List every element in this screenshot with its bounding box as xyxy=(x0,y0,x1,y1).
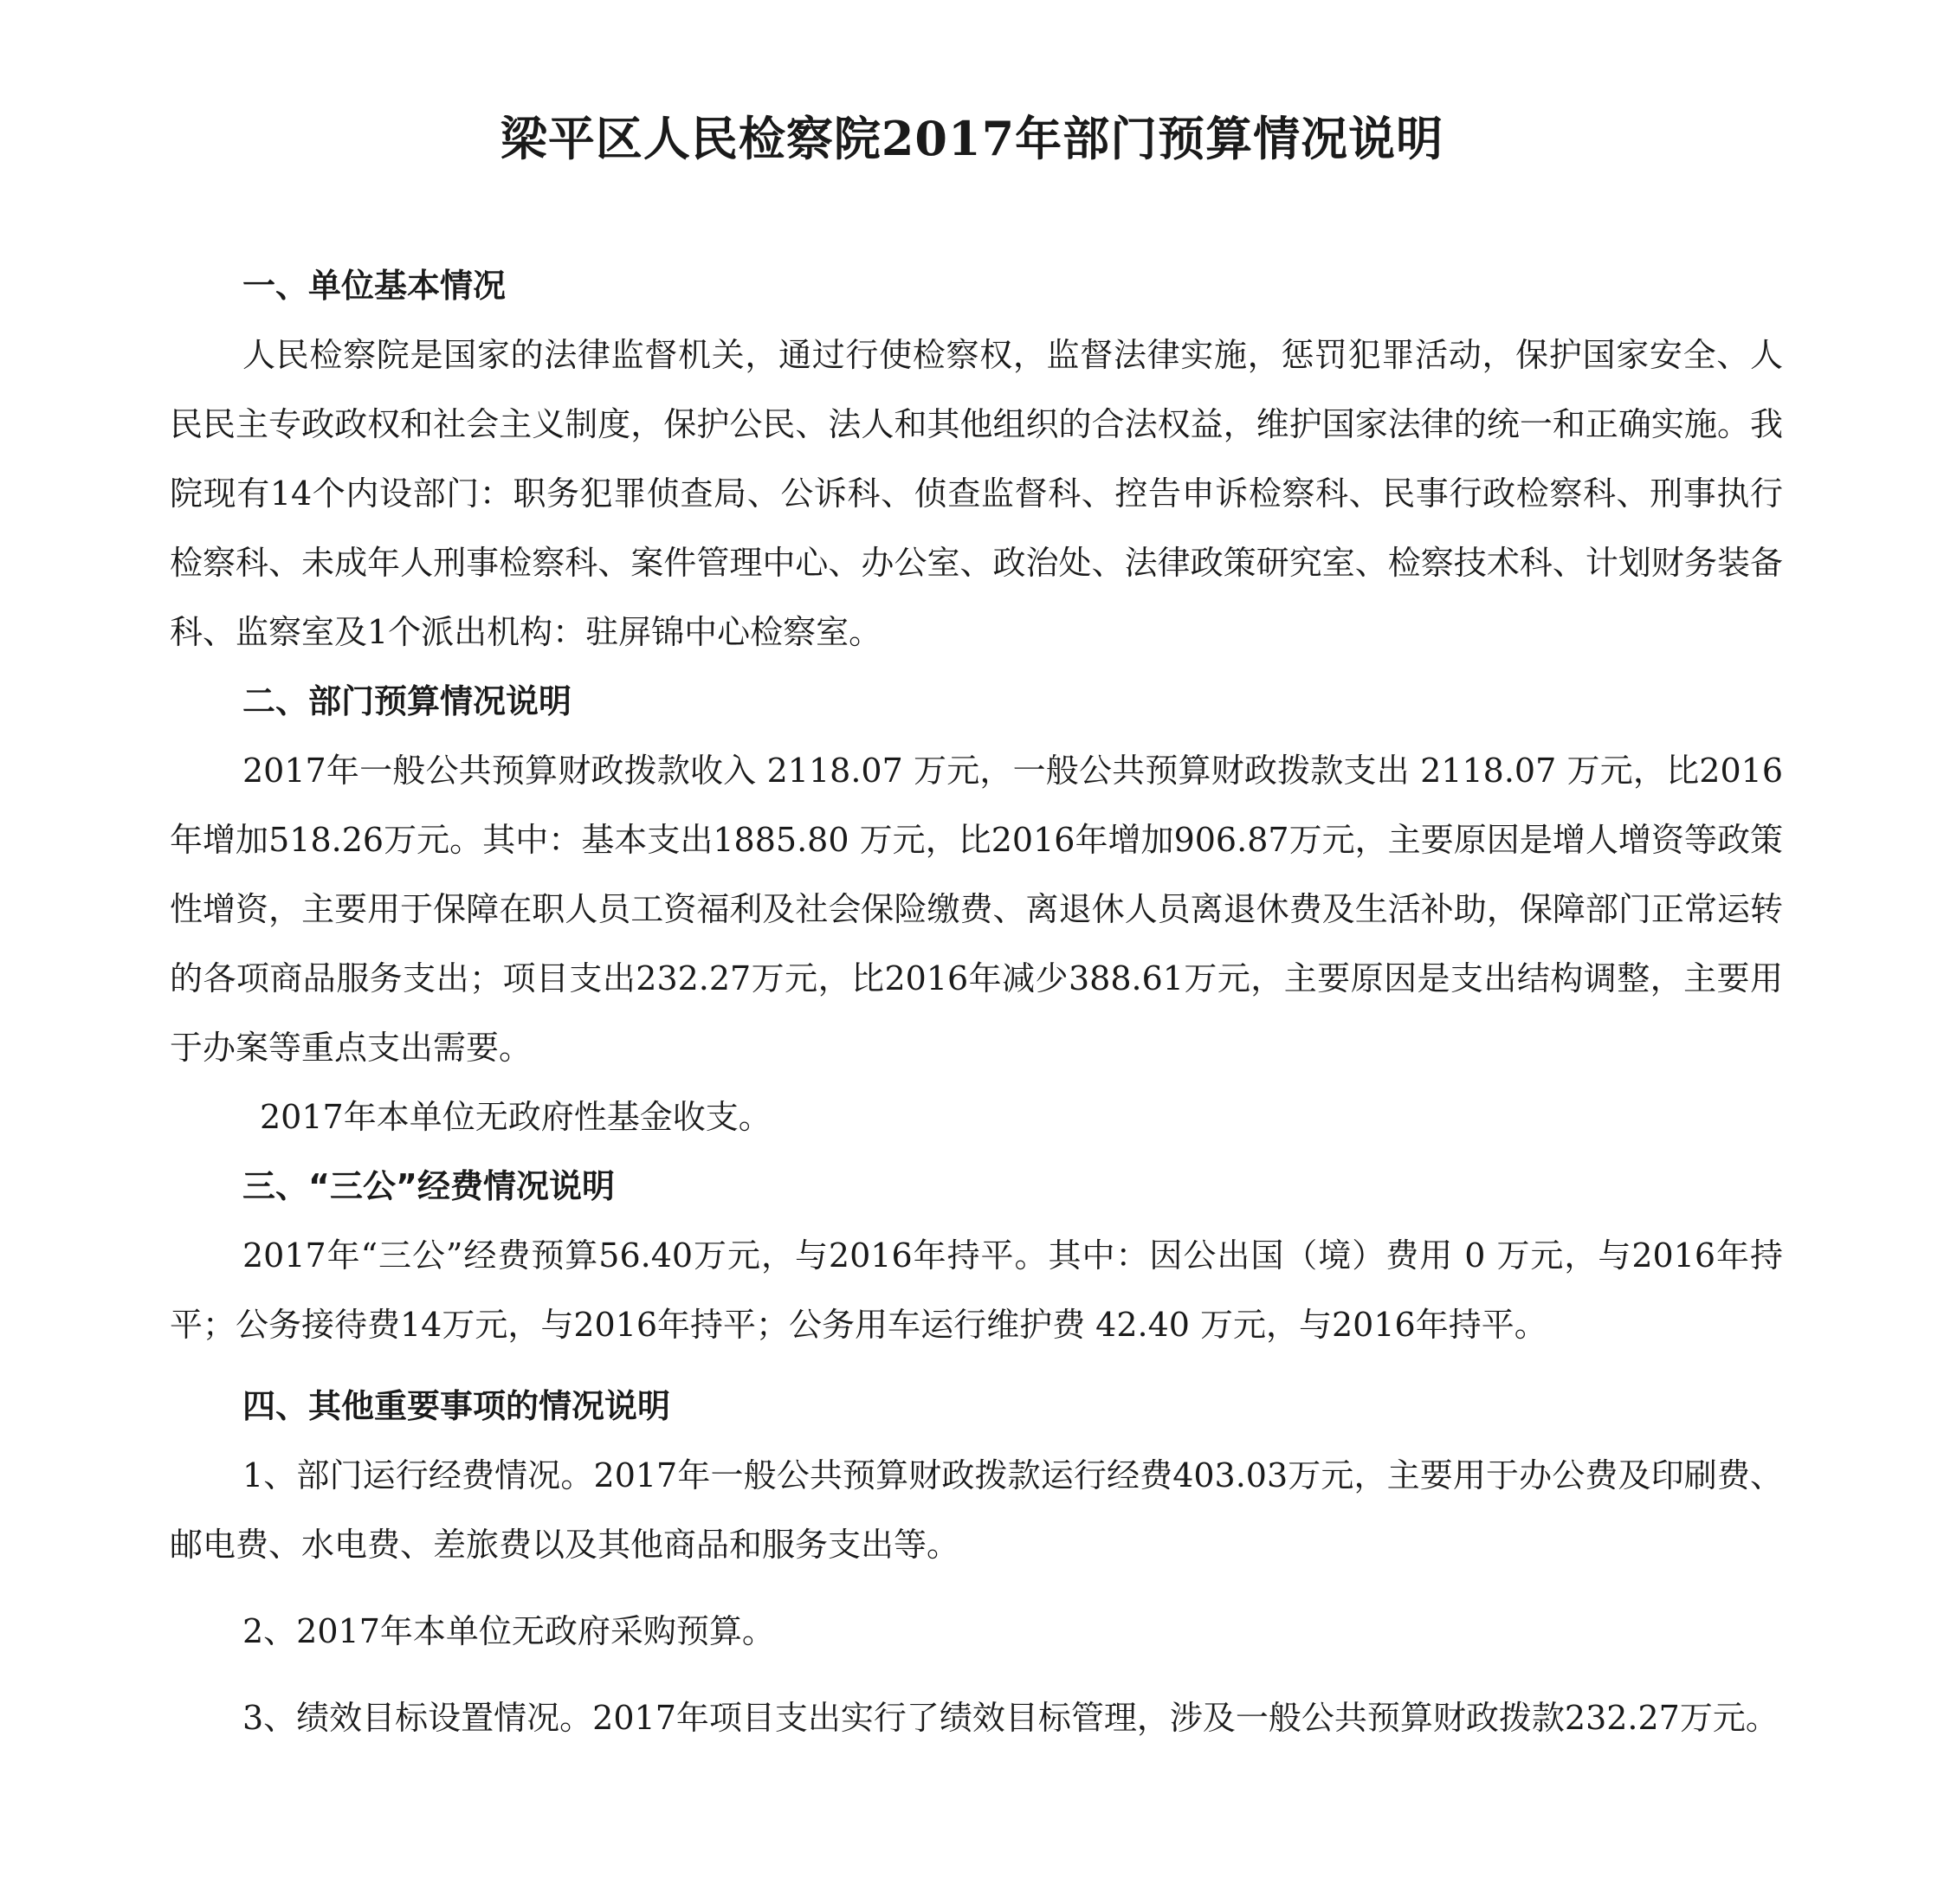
paragraph-procurement: 2、2017年本单位无政府采购预算。 xyxy=(242,1612,775,1650)
section-heading-other: 四、其他重要事项的情况说明 xyxy=(242,1387,671,1425)
paragraph-performance: 3、绩效目标设置情况。2017年项目支出实行了绩效目标管理，涉及一般公共预算财政拨款232.27万元。 xyxy=(242,1699,1779,1737)
document-title: 梁平区人民检察院2017年部门预算情况说明 xyxy=(500,111,1444,166)
section-heading-budget: 二、部门预算情况说明 xyxy=(242,682,572,720)
paragraph-budget: 2017年一般公共预算财政拨款收入 2118.07 万元，一般公共预算财政拨款支出 2118.07 万元，比2016年增加518.26万元。其中：基本支出1885.80 万元，比2016年增加906.87万元，主要原因是增人增资等政策性增资，主要用于保障在职人员工资福利及社会保险缴费、离退休人员离退休费及生活补助，保障部门正常运转的各项商品服务支出；项目支出232.27万元，比2016年减少388.61万元，主要原因是支出结构调整，主要用于办案等重点支出需要。 xyxy=(170,752,1783,1067)
paragraph-running-cost: 1、部门运行经费情况。2017年一般公共预算财政拨款运行经费403.03万元，主要用于办公费及印刷费、邮电费、水电费、差旅费以及其他商品和服务支出等。 xyxy=(170,1456,1783,1564)
paragraph-unit-info: 人民检察院是国家的法律监督机关，通过行使检察权，监督法律实施，惩罚犯罪活动，保护国家安全、人民民主专政政权和社会主义制度，保护公民、法人和其他组织的合法权益，维护国家法律的统一和正确实施。我院现有14个内设部门：职务犯罪侦查局、公诉科、侦查监督科、控告申诉检察科、民事行政检察科、刑事执行检察科、未成年人刑事检察科、案件管理中心、办公室、政治处、法律政策研究室、检察技术科、计划财务装备科、监察室及1个派出机构：驻屏锦中心检察室。 xyxy=(170,336,1783,651)
section-heading-unit-info: 一、单位基本情况 xyxy=(242,267,507,305)
paragraph-fund: 2017年本单位无政府性基金收支。 xyxy=(260,1098,772,1136)
document-body xyxy=(170,251,1783,1752)
paragraph-three-public: 2017年“三公”经费预算56.40万元，与2016年持平。其中：因公出国（境）费用 0 万元，与2016年持平；公务接待费14万元，与2016年持平；公务用车运行维护费 42.40 万元，与2016年持平。 xyxy=(170,1236,1783,1344)
section-heading-three-public: 三、“三公”经费情况说明 xyxy=(242,1167,615,1205)
